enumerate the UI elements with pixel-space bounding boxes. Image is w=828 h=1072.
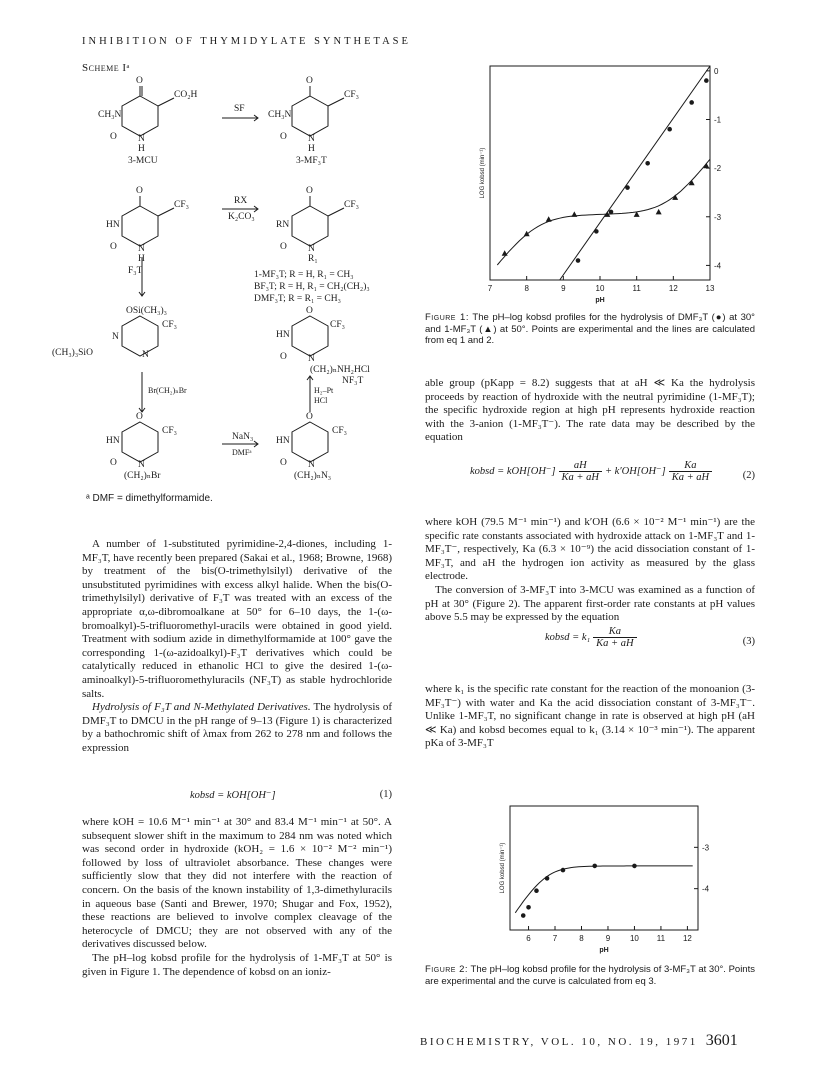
carbonyl-o: O: [136, 76, 143, 86]
y-tick-label: -4: [714, 261, 722, 271]
plot-frame: [490, 66, 710, 280]
page-footer: [420, 1032, 738, 1050]
x-tick-label: 12: [682, 934, 692, 943]
x-tick-label: 10: [595, 284, 605, 293]
label-o: O: [280, 458, 287, 468]
label-hn: HN: [276, 330, 290, 340]
y-tick-label: -2: [714, 164, 722, 174]
y-axis-label: LOG kobsd (min⁻¹): [480, 147, 486, 199]
equation-number: (2): [742, 470, 755, 481]
journal-citation: BIOCHEMISTRY, VOL. 10, NO. 19, 1971: [420, 1036, 698, 1048]
label-n: N: [308, 134, 315, 144]
data-point: [521, 913, 526, 918]
reagent-k2co3: K₂CO₃: [228, 212, 255, 222]
label-o: O: [306, 306, 313, 316]
data-point: [645, 161, 650, 166]
x-tick-label: 8: [524, 284, 529, 293]
x-tick-label: 13: [705, 284, 715, 293]
label-cf3: CF₃: [332, 426, 347, 436]
label-nf3t: NF₃T: [342, 376, 364, 386]
label-o: O: [110, 242, 117, 252]
label-o: O: [280, 242, 287, 252]
label-cf3: CF₃: [174, 200, 189, 210]
section-heading: Hydrolysis of F₃T and N-Methylated Derivatives.: [92, 701, 311, 714]
figure-1-caption: Figure 1: The pH–log kobsd profiles for the hydrolysis of DMF₃T (●) at 30° and 1-MF₃T (▲) at 50°. Points are experimental and the lines are calculated from eq 1 and 2.: [425, 312, 755, 346]
data-point: [594, 229, 599, 234]
reagent-dmf: DMFᵃ: [232, 448, 252, 457]
x-tick-label: 6: [526, 934, 531, 943]
label-h: H: [138, 144, 145, 154]
label-cf3: CF₃: [330, 320, 345, 330]
label-o: O: [306, 76, 313, 86]
equation-1: kobsd = kOH[OH⁻] (1): [190, 789, 392, 801]
r-definition-1: 1-MF₃T; R = H, R₁ = CH₃: [254, 270, 354, 280]
figure-1-chart: [470, 58, 740, 304]
y-tick-label: -3: [702, 843, 710, 853]
label-cf3: CF₃: [344, 90, 359, 100]
label-br-chain: (CH₂)ₙBr: [124, 471, 161, 481]
label-o: O: [306, 412, 313, 422]
label-3mcu: 3-MCU: [128, 156, 158, 166]
x-tick-label: 7: [552, 934, 558, 943]
data-point: [609, 210, 614, 215]
x-tick-label: 11: [656, 934, 666, 943]
label-3mf3t: 3-MF₃T: [296, 156, 327, 166]
r-definition-2: BF₃T; R = H, R₁ = CH₂(CH₂)₃: [254, 282, 370, 292]
label-o: O: [306, 186, 313, 196]
label-n: N: [138, 460, 145, 470]
figure-2-caption: Figure 2: The pH–log kobsd profile for the hydrolysis of 3-MF₃T at 30°. Points are experimental and the curve is calculated from eq 3.: [425, 964, 755, 987]
label-nh2-chain: (CH₂)ₙNH₂HCl: [310, 365, 370, 375]
label-hn: HN: [106, 220, 120, 230]
label-cf3: CF₃: [162, 320, 177, 330]
label-rn: RN: [276, 220, 290, 230]
label-osi: OSi(CH₃)₃: [126, 306, 167, 316]
label-o: O: [280, 352, 287, 362]
label-co2h: CO₂H: [174, 90, 198, 100]
label-hn: HN: [276, 436, 290, 446]
reagent-h2pt: H₂–Pt: [314, 386, 334, 395]
equation-2: kobsd = kOH[OH⁻] $\frac{aH}{Ka + aH}$ + k′OH[OH⁻] $\frac{Ka}{Ka + aH}$ (2): [470, 460, 755, 483]
data-point: [524, 231, 530, 237]
label-tms-o: (CH₃)₃SiO: [52, 348, 93, 358]
paragraph: where kOH (79.5 M⁻¹ min⁻¹) and k′OH (6.6 × 10⁻² M⁻¹ min⁻¹) are the specific rate constants associated with hydroxide attack on 1-MF₃T and 1-MF₃T⁻, respectively, Ka (6.3 × 10⁻⁹) the acid dissociation constant of 1-MF₃T, and aH the hydrogen ion activity as measured by the glass electrode.: [425, 516, 755, 583]
left-column-text-2: [82, 816, 392, 979]
reagent-dibromo: Br(CH₂)ₙBr: [148, 386, 187, 395]
paragraph: where kOH = 10.6 M⁻¹ min⁻¹ at 30° and 83.4 M⁻¹ min⁻¹ at 50°. A subsequent slower shift in the maximum to 284 nm was noted which was second order in hydroxide (kOH₂ = 1.6 × 10⁻² M⁻² min⁻¹) followed by loss of ultraviolet absorbance. These changes were sufficiently slow that they did not interfere with the reaction of concern. On the basis of the known instability of 1,3-dimethyluracils in aqueous base (Santi and Brewer, 1970; Shugar and Fox, 1952), these reactions are believed to involve complex cleavage of the heterocycle of DMCU; they are not observed with any of the derivatives discussed below.: [82, 816, 392, 951]
label-h: H: [138, 254, 145, 264]
x-tick-label: 10: [629, 934, 639, 943]
label-o: O: [136, 186, 143, 196]
reagent-hcl: HCl: [314, 396, 328, 405]
right-column-text-2: [425, 516, 755, 625]
data-point: [632, 864, 637, 869]
data-point: [689, 100, 694, 105]
label-ch3n: CH₃N: [98, 110, 122, 120]
right-column-text-3: [425, 683, 755, 751]
label-cf3: CF₃: [344, 200, 359, 210]
label-o: O: [110, 132, 117, 142]
x-tick-label: 8: [579, 934, 584, 943]
label-n: N: [112, 332, 119, 342]
label-n: N: [138, 244, 145, 254]
data-point: [704, 78, 709, 83]
x-tick-label: 11: [632, 284, 641, 293]
data-point: [561, 868, 566, 873]
label-o: O: [110, 458, 117, 468]
y-tick-label: 0: [714, 66, 719, 76]
series-line: [497, 159, 710, 265]
page-number: 3601: [705, 1032, 738, 1049]
reagent-sf: SF: [234, 104, 245, 114]
label-r1: R₁: [308, 254, 318, 264]
equation-number: (3): [742, 636, 755, 647]
paragraph: The pH–log kobsd profile for the hydrolysis of 1-MF₃T at 50° is given in Figure 1. The dependence of kobsd on an ioniz-: [82, 951, 392, 978]
label-n3-chain: (CH₂)ₙN₃: [294, 471, 332, 481]
x-tick-label: 9: [561, 284, 566, 293]
data-point: [526, 905, 531, 910]
data-point: [667, 127, 672, 132]
equation-number: (1): [379, 789, 392, 800]
data-point: [625, 185, 630, 190]
data-point: [571, 211, 577, 217]
label-n: N: [308, 244, 315, 254]
running-head: INHIBITION OF THYMIDYLATE SYNTHETASE: [82, 36, 411, 47]
data-point: [545, 876, 550, 881]
scheme-footnote: ᵃ DMF = dimethylformamide.: [86, 493, 213, 504]
x-tick-label: 12: [668, 284, 678, 293]
paragraph: able group (pKapp = 8.2) suggests that at aH ≪ Ka the hydrolysis proceeds by reaction of hydroxide with the neutral pyrimidine (1-MF₃T); the specific hydroxide region at high pH represents hydroxide reaction with the 3-anion (1-MF₃T⁻). The rate data may be described by the equation: [425, 377, 755, 444]
y-axis-label: LOG kobsd (min⁻¹): [500, 842, 506, 894]
reagent-nan3: NaN₃: [232, 432, 254, 442]
x-axis-label: pH: [595, 297, 605, 304]
y-tick-label: -1: [714, 115, 722, 125]
figure-2-chart: [488, 800, 728, 960]
x-tick-label: 9: [605, 934, 611, 943]
label-cf3: CF₃: [162, 426, 177, 436]
reaction-scheme: [52, 76, 392, 496]
series-line: [515, 866, 692, 913]
paragraph: where k₁ is the specific rate constant for the reaction of the monoanion (3-MF₃T⁻) with water and Ka the acid dissociation constant of 3-MF₃T⁻. Unlike 1-MF₃T, no significant change in rate is observed at high pH (aH ≪ Ka) and kobsd becomes equal to k₁ (3.14 × 10⁻³ min⁻¹). The apparent pKa of 3-MF₃T: [425, 683, 755, 750]
reagent-rx: RX: [234, 196, 248, 206]
label-o: O: [280, 132, 287, 142]
scheme-title: Scheme Iᵃ: [82, 62, 131, 74]
data-point: [546, 216, 552, 222]
data-point: [656, 209, 662, 215]
plot-frame: [510, 806, 698, 930]
y-tick-label: -3: [714, 212, 722, 222]
x-tick-label: 7: [487, 284, 493, 293]
paragraph: A number of 1-substituted pyrimidine-2,4-diones, including 1-MF₃T, have recently been prepared (Sakai et al., 1968; Browne, 1968) by treatment of the bis(O-trimethylsilyl) derivative of the unsubstituted pyrimidines with excess alkyl halide. When the bis(O-trimethylsilyl) derivative of F₃T was treated with an excess of the appropriate α,ω-dibromoalkane at 50° for 6–10 days, the 1-(ω-bromoalkyl)-5-trifluoromethyl-uracils were obtained in good yield. Treatment with sodium azide in dimethylformamide at 100° gave the corresponding 1-(ω-azidoalkyl)-F₃T derivatives which could be catalytically reduced in ethanolic HCl to give the desired 1-(ω-aminoalkyl)-5-trifluoromethyluracils (NF₃T) as stable hydrochloride salts.: [82, 538, 392, 700]
data-point: [592, 864, 597, 869]
label-o: O: [136, 412, 143, 422]
left-column-text-1: [82, 538, 392, 756]
label-n: N: [308, 460, 315, 470]
label-n: N: [138, 134, 145, 144]
paragraph: Hydrolysis of F₃T and N-Methylated Derivatives. The hydrolysis of DMF₃T to DMCU in the pH range of 9–13 (Figure 1) is characterized by a bathochromic shift of λmax from 262 to 278 nm and follows the expression: [82, 701, 392, 754]
label-hn: HN: [106, 436, 120, 446]
label-ch3n: CH₃N: [268, 110, 292, 120]
label-h: H: [308, 144, 315, 154]
paragraph: The conversion of 3-MF₃T into 3-MCU was examined as a function of pH at 30° (Figure 2). The apparent first-order rate constants at pH values above 5.5 may be expressed by the equation: [425, 583, 755, 624]
data-point: [534, 888, 539, 893]
right-column-text-1: [425, 377, 755, 445]
x-axis-label: pH: [599, 947, 609, 954]
label-n: N: [142, 350, 149, 360]
y-tick-label: -4: [702, 884, 710, 894]
label-f3t: F₃T: [128, 266, 143, 276]
data-point: [576, 258, 581, 263]
equation-3: kobsd = k₁ $\frac{Ka}{Ka + aH}$ (3): [545, 626, 755, 649]
series-line: [560, 66, 710, 280]
data-point: [502, 250, 508, 256]
label-n: N: [308, 354, 315, 364]
r-definition-3: DMF₃T; R = R₁ = CH₃: [254, 294, 341, 304]
